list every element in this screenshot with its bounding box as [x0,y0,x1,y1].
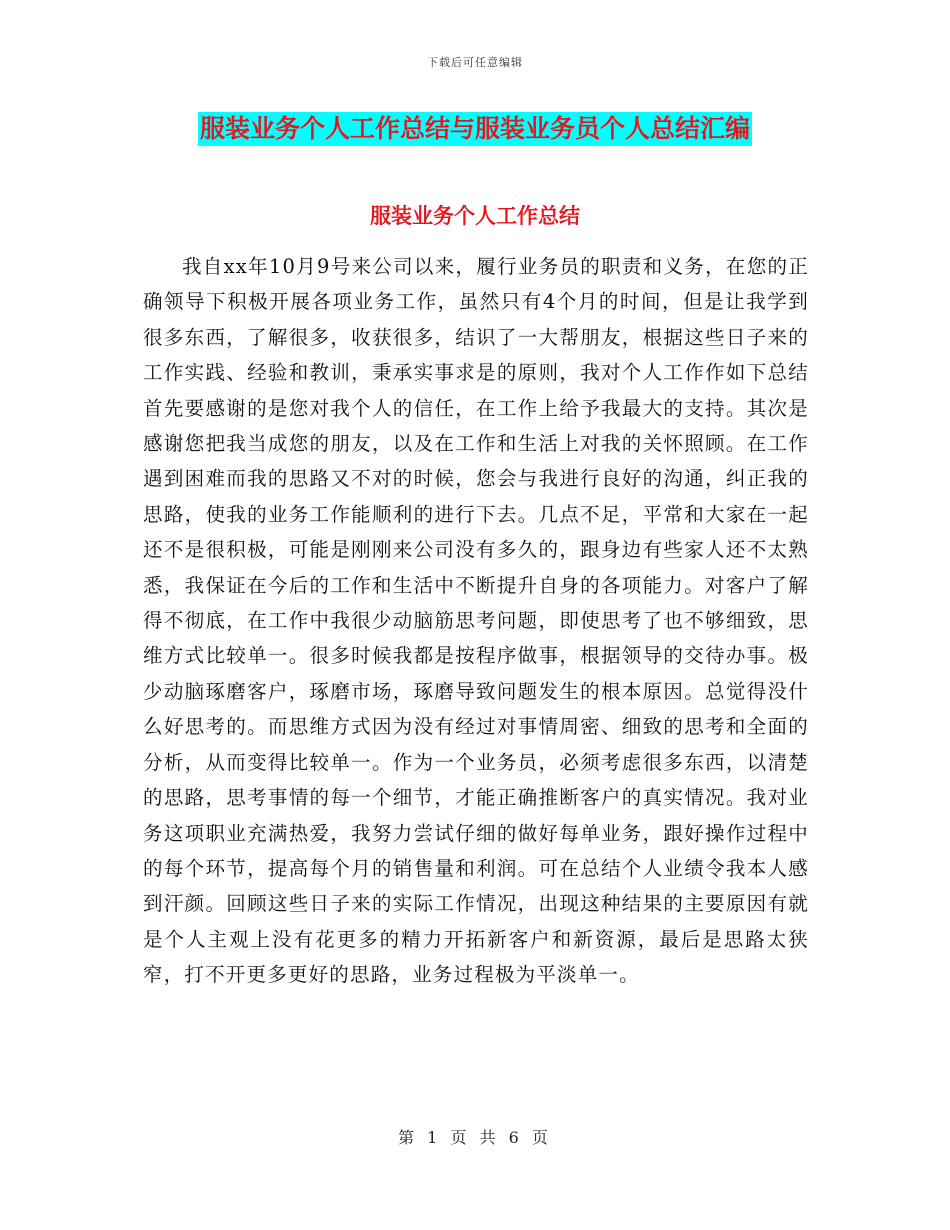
document-title: 服装业务个人工作总结与服装业务员个人总结汇编 [198,112,752,146]
document-title-container [0,112,950,146]
page-header-note: 下载后可任意编辑 [427,56,523,69]
body-paragraph: 我自xx年10月9号来公司以来，履行业务员的职责和义务，在您的正确领导下积极开展各项业务工作，虽然只有4个月的时间，但是让我学到很多东西，了解很多，收获很多，结识了一大帮朋友，根据这些日子来的工作实践、经验和教训，秉承实事求是的原则，我对个人工作作如下总结首先要感谢的是您对我个人的信任，在工作上给予我最大的支持。其次是感谢您把我当成您的朋友，以及在工作和生活上对我的关怀照顾。在工作遇到困难而我的思路又不对的时候，您会与我进行良好的沟通，纠正我的思路，使我的业务工作能顺利的进行下去。几点不足，平常和大家在一起还不是很积极，可能是刚刚来公司没有多久的，跟身边有些家人还不太熟悉，我保证在今后的工作和生活中不断提升自身的各项能力。对客户了解得不彻底，在工作中我很少动脑筋思考问题，即使思考了也不够细致，思维方式比较单一。很多时候我都是按程序做事，根据领导的交待办事。极少动脑琢磨客户，琢磨市场，琢磨导致问题发生的根本原因。总觉得没什么好思考的。而思维方式因为没有经过对事情周密、细致的思考和全面的分析，从而变得比较单一。作为一个业务员，必须考虑很多东西，以清楚的思路，思考事情的每一个细节，才能正确推断客户的真实情况。我对业务这项职业充满热爱，我努力尝试仔细的做好每单业务，跟好操作过程中的每个环节，提高每个月的销售量和利润。可在总结个人业绩令我本人感到汗颜。回顾这些日子来的实际工作情况，出现这种结果的主要原因有就是个人主观上没有花更多的精力开拓新客户和新资源，最后是思路太狭窄，打不开更多更好的思路，业务过程极为平淡单一。 [143,255,809,987]
page-footer: 第 1 页 共 6 页 [398,1128,552,1147]
section-title: 服装业务个人工作总结 [370,203,580,228]
